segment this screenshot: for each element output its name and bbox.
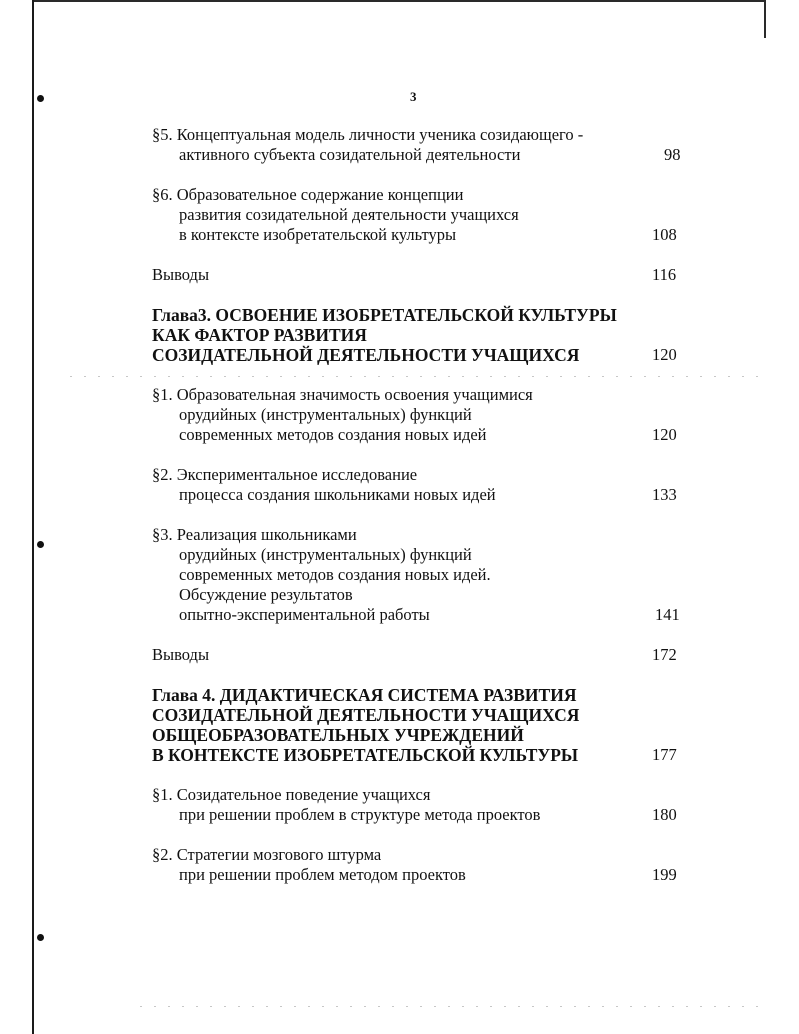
toc-entry-chapter-3 (152, 305, 692, 365)
toc-line: §1. Созидательное поведение учащихся (152, 785, 431, 804)
toc-entry-section-6 (152, 185, 692, 245)
toc-line-text: процесса создания школьниками новых идей (179, 485, 496, 504)
toc-entry-section-1-chapter-4 (152, 785, 692, 825)
toc-page-number: 177 (652, 745, 677, 764)
toc-line: ОБЩЕОБРАЗОВАТЕЛЬНЫХ УЧРЕЖДЕНИЙ (152, 725, 524, 745)
toc-line: Глава3. ОСВОЕНИЕ ИЗОБРЕТАТЕЛЬСКОЙ КУЛЬТУРЫ (152, 305, 617, 325)
binder-hole-middle (37, 541, 44, 548)
toc-entry-summary (152, 645, 692, 665)
toc-line: §6. Образовательное содержание концепции (152, 185, 464, 204)
toc-line: СОЗИДАТЕЛЬНОЙ ДЕЯТЕЛЬНОСТИ УЧАЩИХСЯ (152, 705, 580, 725)
toc-line: Глава 4. ДИДАКТИЧЕСКАЯ СИСТЕМА РАЗВИТИЯ (152, 685, 577, 705)
toc-line: КАК ФАКТОР РАЗВИТИЯ (152, 325, 367, 345)
toc-entry-section-5 (152, 125, 692, 165)
toc-line: развития созидательной деятельности учащихся (179, 205, 519, 224)
toc-line-text: при решении проблем в структуре метода проектов (179, 805, 541, 824)
toc-entry-section-2 (152, 465, 692, 505)
toc-page-number: 199 (652, 865, 677, 884)
page-number: 3 (410, 89, 417, 104)
toc-page-number: 141 (655, 605, 680, 624)
toc-line-text: В КОНТЕКСТЕ ИЗОБРЕТАТЕЛЬСКОЙ КУЛЬТУРЫ (152, 745, 579, 765)
toc-entry-section-1 (152, 385, 692, 445)
binder-hole-bottom (37, 934, 44, 941)
toc-line (152, 345, 692, 365)
toc-line-text: при решении проблем методом проектов (179, 865, 466, 884)
toc-line-text: опытно-экспериментальной работы (179, 605, 430, 624)
toc-line (152, 805, 692, 825)
toc-page-number: 116 (652, 265, 677, 284)
toc-entry-section-3 (152, 525, 692, 625)
toc-line-text: Выводы (152, 265, 210, 284)
toc-line-text: активного субъекта созидательной деятельности (179, 145, 521, 164)
toc-line-text: современных методов создания новых идей (179, 425, 487, 444)
toc-line: современных методов создания новых идей. (179, 565, 491, 584)
toc-line: орудийных (инструментальных) функций (179, 405, 472, 424)
toc-page-number: 108 (652, 225, 677, 244)
toc-line-text: СОЗИДАТЕЛЬНОЙ ДЕЯТЕЛЬНОСТИ УЧАЩИХСЯ (152, 345, 580, 365)
toc-line-text: Выводы (152, 645, 210, 664)
toc-page-number: 98 (664, 145, 681, 164)
toc-line: §1. Образовательная значимость освоения учащимися (152, 385, 533, 404)
toc-line (152, 865, 692, 885)
toc-page-number: 120 (652, 425, 677, 444)
toc-page-number: 120 (652, 345, 677, 364)
toc-line: §5. Концептуальная модель личности ученика созидающего - (152, 125, 584, 144)
toc-page-number: 180 (652, 805, 677, 824)
toc-line: §3. Реализация школьниками (152, 525, 357, 544)
toc-line (152, 225, 692, 245)
scan-artifact (140, 1006, 760, 1007)
binder-hole-top (37, 95, 44, 102)
toc-line (152, 745, 692, 765)
toc-line (152, 485, 692, 505)
toc-line: Обсуждение результатов (179, 585, 353, 604)
toc-line: орудийных (инструментальных) функций (179, 545, 472, 564)
toc-line (152, 265, 692, 285)
toc-line (152, 645, 692, 665)
toc-line (152, 425, 692, 445)
toc-line (152, 145, 692, 165)
page-top-edge (34, 0, 764, 2)
toc-line (152, 605, 692, 625)
toc-page-number: 172 (652, 645, 677, 664)
page-left-edge (32, 0, 34, 1034)
toc-line: §2. Стратегии мозгового штурма (152, 845, 382, 864)
scan-artifact (70, 376, 760, 377)
page-right-edge (764, 0, 766, 38)
toc-entry-chapter-4 (152, 685, 692, 765)
toc-entry-section-2-chapter-4 (152, 845, 692, 885)
toc-line-text: в контексте изобретательской культуры (179, 225, 457, 244)
toc-line: §2. Экспериментальное исследование (152, 465, 418, 484)
toc-page-number: 133 (652, 485, 677, 504)
toc-entry-summary (152, 265, 692, 285)
